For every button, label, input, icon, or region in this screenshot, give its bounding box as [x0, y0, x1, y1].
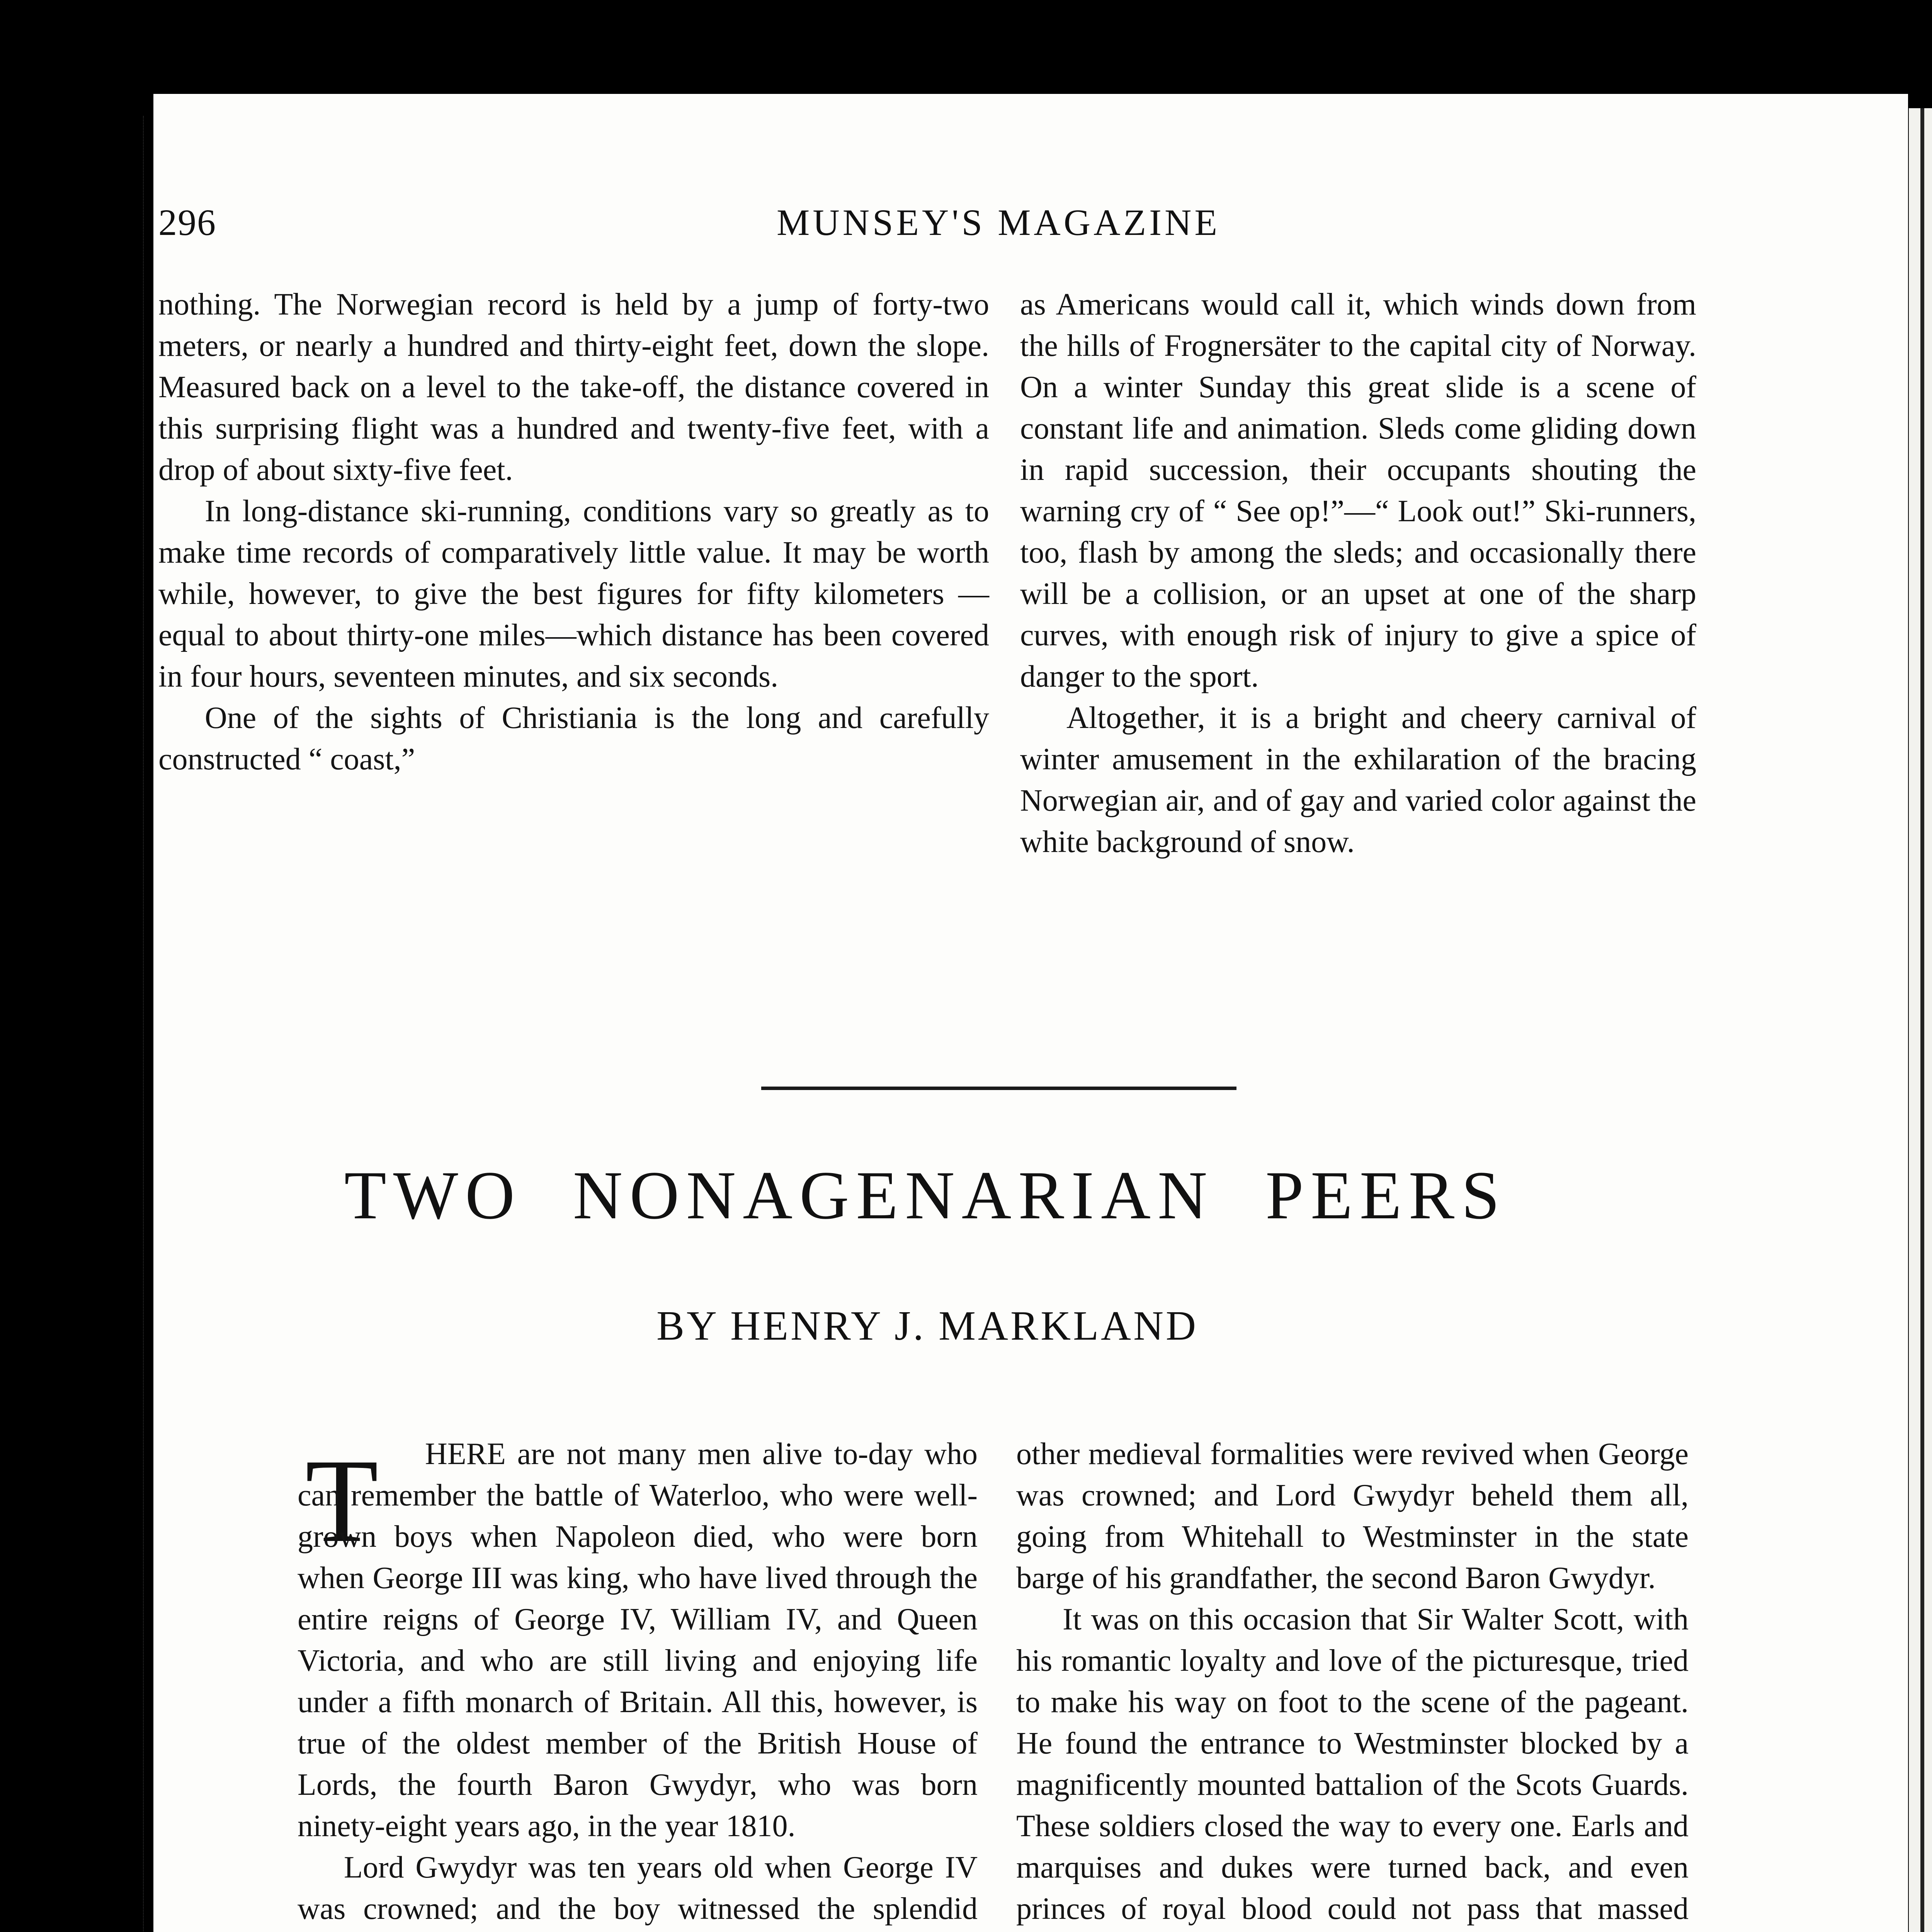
- paragraph: In long-distance ski-running, conditions vary so greatly as to make time records of comparatively little value. It may be worth while, however, to give the best figures for fifty kilometers — equal to about thirty-one miles—which distance has been covered in four hours, seventeen minutes, and six seconds.: [158, 494, 989, 694]
- top-right-column: [1020, 284, 1696, 863]
- first-paragraph-text: HERE are not many men alive to-day who can remember the battle of Waterloo, who were well-grown boys when Napoleon died, who were born when George III was king, who have lived through the entire reigns of George IV, William IV, and Queen Victoria, and who are still living and enjoying life under a fifth monarch of Britain. All this, however, is true of the oldest member of the British House of Lords, the fourth Baron Gwydyr, who was born ninety-eight years ago, in the year 1810.: [298, 1437, 978, 1843]
- running-head: [158, 201, 1689, 255]
- facing-page-rule: [1920, 108, 1924, 1932]
- facing-page-edge: [1909, 108, 1932, 1932]
- article-title: TWO NONAGENARIAN PEERS: [344, 1157, 1507, 1233]
- top-left-column: [158, 284, 989, 780]
- paragraph: other medieval formalities were revived when George was crowned; and Lord Gwydyr beheld them all, going from Whitehall to Westminster in the state barge of his grandfather, the second Baron Gwydyr.: [1016, 1437, 1689, 1595]
- magazine-title: MUNSEY'S MAGAZINE: [777, 202, 1220, 243]
- paragraph: Altogether, it is a bright and cheery carnival of winter amusement in the exhilaration of the bracing Norwegian air, and of gay and varied color against the white background of snow.: [1020, 701, 1696, 859]
- page-number: 296: [158, 202, 216, 243]
- article-left-column: [298, 1434, 978, 1932]
- article-byline: BY HENRY J. MARKLAND: [656, 1303, 1199, 1349]
- article-right-column: [1016, 1434, 1689, 1932]
- section-divider: [761, 1087, 1236, 1090]
- paragraph: nothing. The Norwegian record is held by a jump of forty-two meters, or nearly a hundred and thirty-eight feet, down the slope. Measured back on a level to the take-off, the distance covered in this surprising flight was a hundred and twenty-five feet, with a drop of about sixty-five feet.: [158, 287, 989, 487]
- first-paragraph: [298, 1434, 978, 1847]
- paragraph: It was on this occasion that Sir Walter Scott, with his romantic loyalty and love of the picturesque, tried to make his way on foot to the scene of the pageant. He found the entrance to Westminster blocked by a magnificently mounted battalion of the Scots Guards. These soldiers closed the way to every one. Earls and marquises and dukes were turned back, and even princes of royal blood could not pass that massed: [1016, 1602, 1689, 1926]
- drop-cap: T: [305, 1435, 379, 1567]
- scan-edge-specks: [143, 116, 147, 1932]
- paragraph: One of the sights of Christiania is the long and carefully constructed “ coast,”: [158, 701, 989, 776]
- paragraph: as Americans would call it, which winds down from the hills of Frognersäter to the capital city of Norway. On a winter Sunday this great slide is a scene of constant life and animation. Sleds come gliding down in rapid succession, their occupants shouting the warning cry of “ See op!”—“ Look out!” Ski-runners, too, flash by among the sleds; and occasionally there will be a collision, or an upset at one of the sharp curves, with enough risk of injury to give a spice of danger to the sport.: [1020, 287, 1696, 694]
- paragraph: Lord Gwydyr was ten years old when George IV was crowned; and the boy witnessed the splendid: [298, 1850, 978, 1926]
